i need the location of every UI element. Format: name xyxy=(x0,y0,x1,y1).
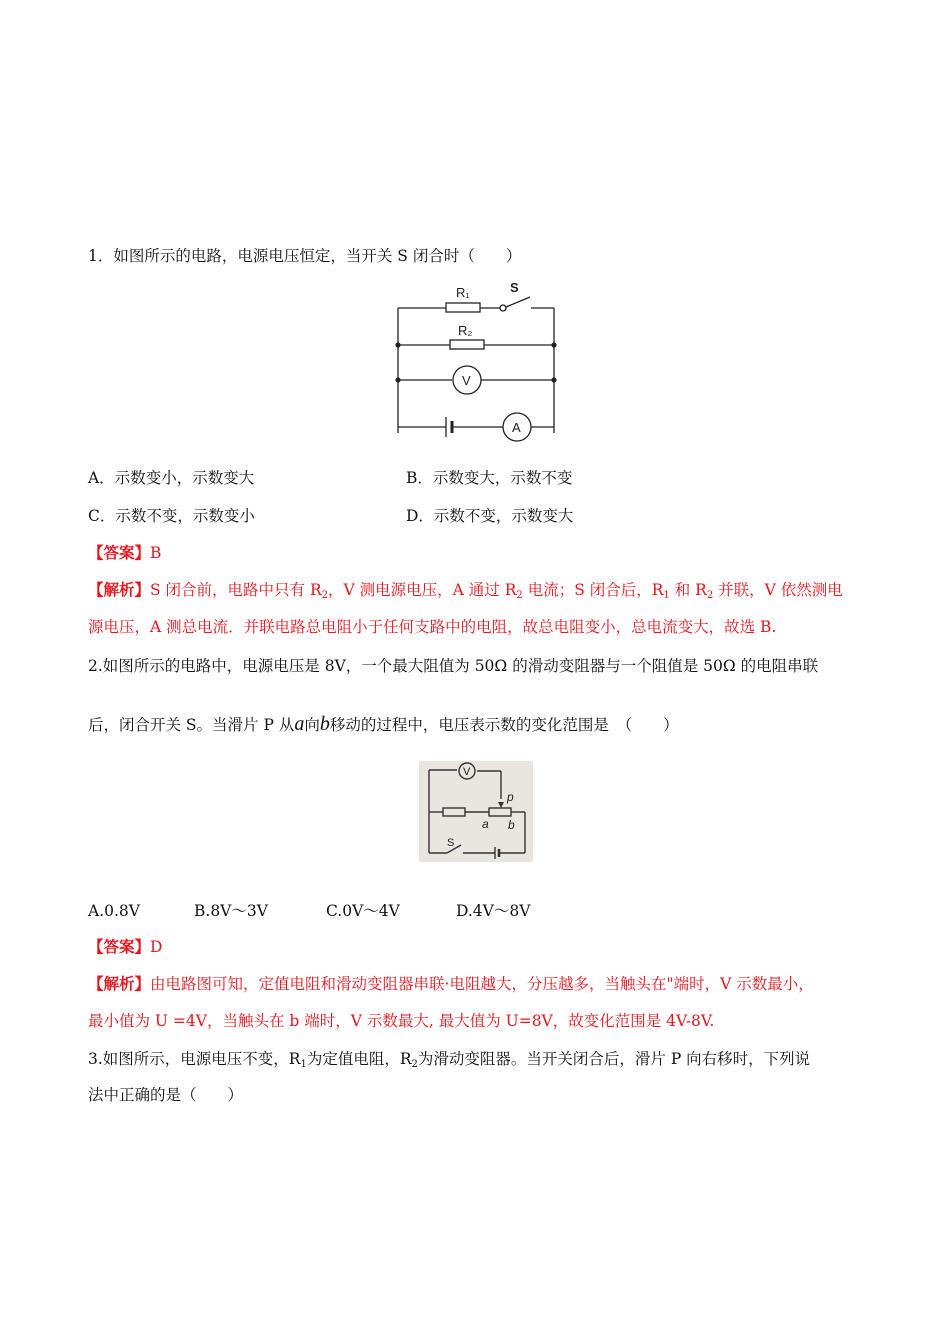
q2-analysis-line1 xyxy=(88,973,814,995)
q2-option-a: A.0.8V xyxy=(88,902,140,920)
q1-analysis-line2: 源电压，A 测总电流．并联电路总电阻小于任何支路中的电阻，故总电阻变小，总电流变大，故选 B. xyxy=(88,618,777,636)
answer-label: 【答案】 xyxy=(88,543,151,562)
q1-stem: 1．如图所示的电路，电源电压恒定，当开关 S 闭合时（ ） xyxy=(88,247,522,265)
q1-answer xyxy=(88,542,161,564)
subscript: 2 xyxy=(516,590,523,601)
stem-text: 向 xyxy=(304,716,320,734)
subscript: 2 xyxy=(321,590,329,601)
subscript: 1 xyxy=(300,1059,307,1070)
q1-circuit-diagram xyxy=(388,275,568,445)
q1-analysis-line1 xyxy=(88,579,843,607)
analysis-label: 【解析】 xyxy=(88,974,151,993)
subscript: 1 xyxy=(663,590,670,601)
q1-option-a: A．示数变小，示数变大 xyxy=(88,469,255,487)
q1-option-b: B．示数变大，示数不变 xyxy=(406,469,573,487)
slider-p-label: p xyxy=(507,790,514,804)
stem-text: 移动的过程中，电压表示数的变化范围是 （ ） xyxy=(329,716,679,734)
q2-option-c: C.0V～4V xyxy=(326,902,400,920)
variable-b: b xyxy=(319,713,330,735)
answer-value: D xyxy=(150,938,163,956)
subscript: 2 xyxy=(411,1059,418,1070)
end-a-label: a xyxy=(482,817,489,831)
switch-label: S xyxy=(510,280,519,295)
analysis-text: 电流；S 闭合后，R xyxy=(522,581,664,599)
q2-analysis-line2: 最小值为 U =4V，当触头在 b 端时，V 示数最大, 最大值为 U=8V，故变化范围是 4V-8V. xyxy=(88,1012,715,1030)
ammeter-label: A xyxy=(512,420,521,435)
q1-option-c: C．示数不变，示数变小 xyxy=(88,507,255,525)
answer-value: B xyxy=(150,544,162,562)
analysis-text: 并联，V 依然测电 xyxy=(713,581,843,599)
junction-dot xyxy=(395,377,400,382)
q1-option-d: D．示数不变，示数变大 xyxy=(406,507,574,525)
q2-stem-line1: 2.如图所示的电路中，电源电压是 8V，一个最大阻值为 50Ω 的滑动变阻器与一个阻值是 50Ω 的电阻串联 xyxy=(88,657,819,675)
analysis-label: 【解析】 xyxy=(88,580,151,599)
end-b-label: b xyxy=(508,818,515,832)
r1-label: R₁ xyxy=(456,285,470,300)
analysis-text: 由电路图可知，定值电阻和滑动变阻器串联·电阻越大，分压越多，当触头在"端时，V 示数最小， xyxy=(150,975,814,993)
q3-stem-line1 xyxy=(88,1048,810,1076)
q2-stem-line2 xyxy=(88,713,679,736)
subscript: 2 xyxy=(706,590,714,601)
q2-answer xyxy=(88,936,162,958)
analysis-text: S 闭合前，电路中只有 R xyxy=(150,581,322,599)
analysis-text: 和 R xyxy=(669,581,707,599)
junction-dot xyxy=(551,377,556,382)
switch-label: S xyxy=(447,837,455,849)
stem-text: 为滑动变阻器。当开关闭合后，滑片 P 向右移时，下列说 xyxy=(417,1050,811,1068)
answer-label: 【答案】 xyxy=(88,937,151,956)
junction-dot xyxy=(551,342,556,347)
q2-option-b: B.8V～3V xyxy=(194,902,268,920)
stem-text: 为定值电阻，R xyxy=(306,1050,412,1068)
q2-option-d: D.4V～8V xyxy=(456,902,531,920)
variable-a: a xyxy=(294,713,305,735)
junction-dot xyxy=(395,342,400,347)
voltmeter-label: V xyxy=(462,373,471,388)
r2-label: R₂ xyxy=(458,323,473,338)
stem-text: 3.如图所示，电源电压不变，R xyxy=(88,1050,301,1068)
voltmeter-label: V xyxy=(463,766,471,778)
q2-circuit-photo xyxy=(419,761,533,862)
analysis-text: ，V 测电源电压，A 通过 R xyxy=(328,581,517,599)
stem-text: 后，闭合开关 S。当滑片 P 从 xyxy=(88,716,295,734)
q3-stem-line2: 法中正确的是（ ） xyxy=(88,1086,244,1104)
